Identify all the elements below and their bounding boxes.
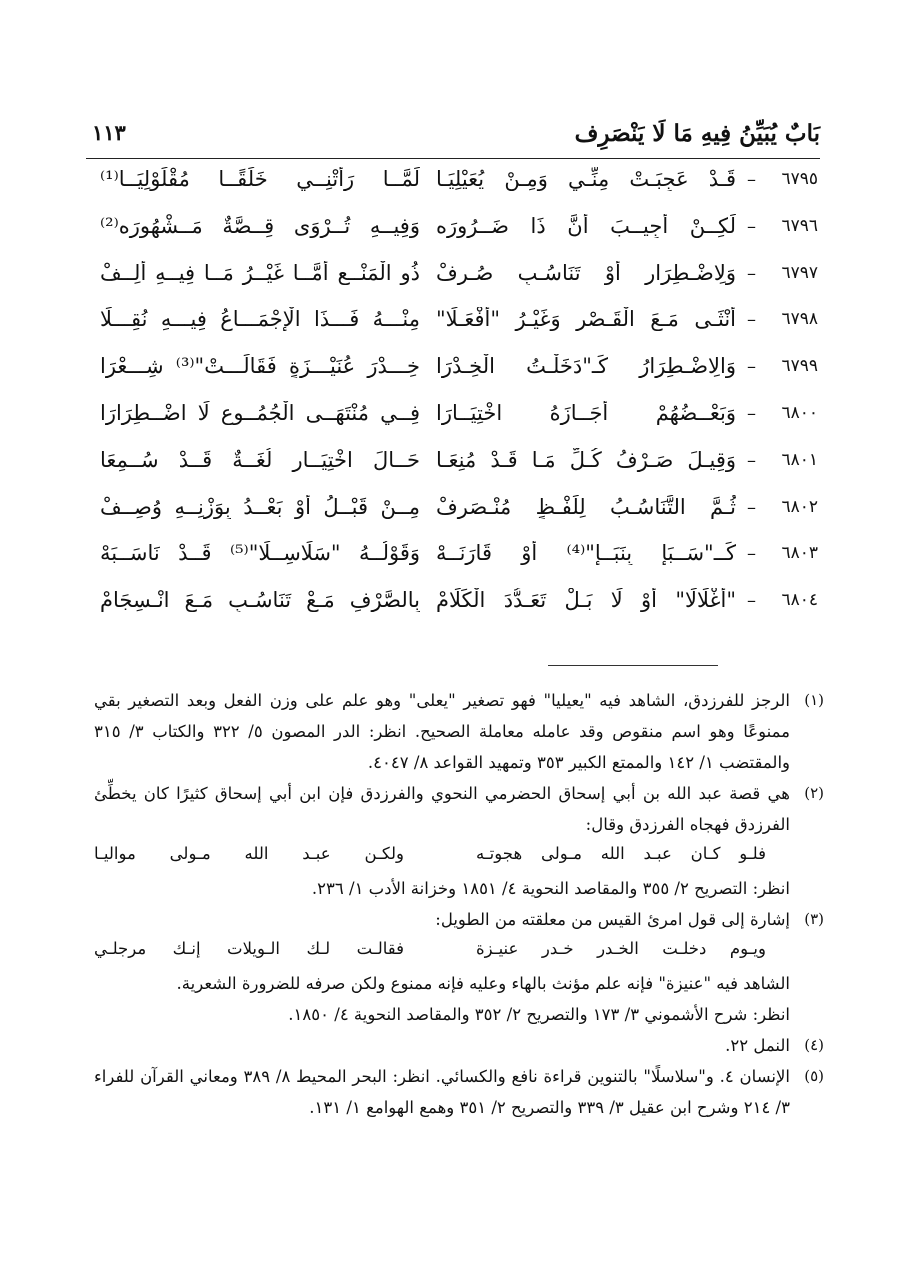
footnote-text: إشارة إلى قول امرئ القيس من معلقته من الطويل: bbox=[435, 910, 790, 929]
footnote-reference: انظر: شرح الأشموني ٣/ ١٧٣ والتصريح ٢/ ٣٥٢ والمقاصد النحوية ٤/ ١٨٥٠. bbox=[288, 1005, 790, 1024]
footnote-2 bbox=[94, 778, 824, 840]
quoted-verse-first: فلـو كـان عبـد الله مـولى هجوتـه bbox=[476, 844, 766, 863]
footnote-text: النمل ٢٢. bbox=[725, 1036, 790, 1055]
verse-second-hemistich: بِالصَّرْفِ مَـعْ تَنَاسُـبٍ مَـعَ انْـسِجَامْ bbox=[100, 588, 420, 613]
verse-number: ٦٧٩٨ bbox=[781, 309, 818, 330]
verse-number: ٦٨٠٢ bbox=[781, 496, 818, 517]
verse-number: ٦٨٠٠ bbox=[781, 402, 818, 423]
verse-second-hemistich: خِـــدْرَ عُنَيْـــزَةٍ فَقَالَـــتْ"⁽³⁾ شِـــعْرَا bbox=[100, 354, 420, 379]
verse-line: ٦٨٠٤ – "أَغْلَالًا" أَوْ لَا بَـلْ تَعَـدُّدَ الْكَلَامْ بِالصَّرْفِ مَـعْ تَنَاسُـبٍ مَـعَ انْـسِجَامْ bbox=[100, 588, 818, 613]
verse-number: ٦٧٩٥ bbox=[781, 169, 818, 189]
verse-first-hemistich: وَلِاضْـطِرَارٍ أَوْ تَنَاسُـبٍ صُـرِفْ bbox=[436, 260, 736, 285]
footnote-divider bbox=[548, 665, 718, 666]
verse-second-hemistich: لَمَّــا رَأَتْنِــي خَلَقًــا مُقْلَوْلِيَــا⁽¹⁾ bbox=[100, 167, 420, 191]
verse-second-hemistich: مِــنْ قَبْــلُ أَوْ بَعْــدُ بِوَزْنِــهِ وُصِــفْ bbox=[100, 494, 420, 519]
footnotes bbox=[94, 685, 824, 1123]
footnote-text: الإنسان ٤. و"سلاسلًا" بالتنوين قراءة نافع والكسائي. انظر: البحر المحيط ٨/ ٣٨٩ ومعاني القرآن للفراء ٣/ ٢١٤ وشرح ابن عقيل ٣/ ٣٣٩ والتصريح ٢/ ٣٥١ وهمع الهوامع ١/ ١٣١. bbox=[94, 1067, 790, 1117]
footnote-text: الرجز للفرزدق، الشاهد فيه "يعيليا" فهو تصغير "يعلى" وهو علم على وزن الفعل وبعد التصغير بقي ممنوعًا وهو اسم منقوص وقد عامله معاملة الصحيح. انظر: الدر المصون ٥/ ٣٢٢ والكتاب ٣/ ٣١٥ والمقتضب ١/ ١٤٢ والممتع الكبير ٣٥٣ وتمهيد القواعد ٨/ ٤٠٤٧. bbox=[94, 691, 790, 772]
quoted-verse-first: ويـوم دخلـت الخـدر خـدر عنيـزة bbox=[476, 939, 766, 958]
verse-number: ٦٧٩٧ bbox=[781, 262, 818, 283]
footnote-marker: (٤) bbox=[804, 1036, 824, 1054]
verse-second-hemistich: مِنْـــهُ فَـــذَا الْإِجْمَـــاعُ فِيـــهِ نُقِـــلَا bbox=[100, 307, 420, 332]
quoted-verse bbox=[94, 840, 790, 873]
chapter-title: بَابٌ يُبَيِّنُ فِيهِ مَا لَا يَنْصَرِف bbox=[574, 120, 820, 147]
verse-number: ٦٨٠١ bbox=[781, 449, 818, 470]
verse-first-hemistich: "أَغْلَالًا" أَوْ لَا بَـلْ تَعَـدُّدَ الْكَلَامْ bbox=[436, 588, 736, 613]
verse-first-hemistich: لَكِــنْ أُجِيــبَ أَنَّ ذَا ضَــرُورَه bbox=[436, 213, 736, 238]
verse-line: ٦٨٠١ – وَقِيـلَ صَـرْفُ كُـلِّ مَـا قَـدْ مُنِعَـا حَــالَ اخْتِيَــارٍ لُغَــةٌ قَــدْ سُــمِعَا bbox=[100, 447, 818, 472]
verse-line: ٦٨٠٢ – ثُـمَّ التَّنَاسُـبُ لِلَفْـظٍ مُنْـصَرِفْ مِــنْ قَبْــلُ أَوْ بَعْــدُ بِوَزْنِــهِ وُصِــفْ bbox=[100, 494, 818, 519]
verse-first-hemistich: قَـدْ عَجِبَـتْ مِنِّـي وَمِـنْ يُعَيْلِيَـا bbox=[436, 167, 736, 191]
footnote-5 bbox=[94, 1061, 824, 1123]
footnote-4 bbox=[94, 1030, 824, 1061]
verse-line: ٦٧٩٨ – أُنْثَـى مَـعَ الْقَـصْرِ وَغَيْـرُ "أَفْعَـلَا" مِنْـــهُ فَـــذَا الْإِجْمَـــاعُ فِيـــهِ نُقِـــلَا bbox=[100, 307, 818, 332]
running-header bbox=[86, 118, 820, 159]
footnote-reference: انظر: التصريح ٢/ ٣٥٥ والمقاصد النحوية ٤/ ١٨٥١ وخزانة الأدب ١/ ٢٣٦. bbox=[311, 879, 790, 898]
quoted-verse bbox=[94, 935, 790, 968]
footnote-marker: (١) bbox=[804, 691, 824, 709]
verse-line: ٦٧٩٥ – قَـدْ عَجِبَـتْ مِنِّـي وَمِـنْ يُعَيْلِيَـا لَمَّــا رَأَتْنِــي خَلَقًــا مُقْلَوْلِيَــا⁽¹⁾ bbox=[100, 167, 818, 191]
verse-list bbox=[96, 163, 818, 631]
verse-first-hemistich: أُنْثَـى مَـعَ الْقَـصْرِ وَغَيْـرُ "أَفْعَـلَا" bbox=[436, 307, 736, 332]
verse-first-hemistich: وَالِاضْـطِرَارُ كَـ"دَخَلْـتُ الْخِـدْرَا bbox=[436, 354, 736, 379]
verse-second-hemistich: ذُو الْمَنْــعِ أَمَّــا غَيْــرُ مَــا فِيــهِ أَلِــفْ bbox=[100, 260, 420, 285]
verse-line: ٦٨٠٠ – وَبَعْــضُهُمْ أَجَــازَهُ اخْتِيَــارَا فِــي مُنْتَهَــى الْجُمُــوعِ لَا اضْــطِرَارَا bbox=[100, 400, 818, 425]
footnote-text: هي قصة عبد الله بن أبي إسحاق الحضرمي النحوي والفرزدق فإن ابن أبي إسحاق كثيرًا كان يخطِّئ الفرزدق فهجاه الفرزدق وقال: bbox=[94, 784, 790, 834]
verse-first-hemistich: وَبَعْــضُهُمْ أَجَــازَهُ اخْتِيَــارَا bbox=[436, 400, 736, 425]
footnote-marker: (٢) bbox=[804, 784, 824, 802]
verse-number: ٦٧٩٦ bbox=[781, 215, 818, 236]
verse-line: ٦٧٩٩ – وَالِاضْـطِرَارُ كَـ"دَخَلْـتُ الْخِـدْرَا خِـــدْرَ عُنَيْـــزَةٍ فَقَالَـــتْ"⁽³⁾ شِـــعْرَا bbox=[100, 354, 818, 379]
footnote-1 bbox=[94, 685, 824, 778]
verse-line: ٦٧٩٧ – وَلِاضْـطِرَارٍ أَوْ تَنَاسُـبٍ صُـرِفْ ذُو الْمَنْــعِ أَمَّــا غَيْــرُ مَــا فِيــهِ أَلِــفْ bbox=[100, 260, 818, 285]
verse-number: ٦٨٠٣ bbox=[781, 543, 818, 564]
quoted-verse-second: ولكـن عبـد الله مـولى مواليـا bbox=[94, 844, 404, 863]
verse-second-hemistich: حَــالَ اخْتِيَــارٍ لُغَــةٌ قَــدْ سُــمِعَا bbox=[100, 447, 420, 472]
verse-first-hemistich: ثُـمَّ التَّنَاسُـبُ لِلَفْـظٍ مُنْـصَرِفْ bbox=[436, 494, 736, 519]
verse-first-hemistich: كَــ"سَــبَإٍ بِنَبَــإٍ"⁽⁴⁾ أَوْ قَارَنَــهْ bbox=[436, 541, 736, 566]
footnote-note: الشاهد فيه "عنيزة" فإنه علم مؤنث بالهاء وعليه فإنه ممنوع ولكن صرفه للضرورة الشعرية. bbox=[176, 974, 790, 993]
verse-second-hemistich: وَقَوْلُــهُ "سَلَاسِــلًا"⁽⁵⁾ قَــدْ نَاسَــبَهْ bbox=[100, 541, 420, 566]
verse-number: ٦٨٠٤ bbox=[781, 590, 818, 611]
verse-second-hemistich: فِــي مُنْتَهَــى الْجُمُــوعِ لَا اضْــطِرَارَا bbox=[100, 400, 420, 425]
verse-line: ٦٨٠٣ – كَــ"سَــبَإٍ بِنَبَــإٍ"⁽⁴⁾ أَوْ قَارَنَــهْ وَقَوْلُــهُ "سَلَاسِــلًا"⁽⁵⁾ قَــدْ نَاسَــبَهْ bbox=[100, 541, 818, 566]
footnote-marker: (٣) bbox=[804, 910, 824, 928]
verse-first-hemistich: وَقِيـلَ صَـرْفُ كُـلِّ مَـا قَـدْ مُنِعَـا bbox=[436, 447, 736, 472]
footnote-3 bbox=[94, 904, 824, 935]
verse-line: ٦٧٩٦ – لَكِــنْ أُجِيــبَ أَنَّ ذَا ضَــرُورَه وَفِيــهِ تُــرْوَى قِــصَّةٌ مَــشْهُورَه⁽²⁾ bbox=[100, 213, 818, 238]
page-number: ١١٣ bbox=[92, 120, 126, 145]
quoted-verse-second: فقالـت لـك الـويلات إنـك مرجلـي bbox=[94, 939, 404, 958]
verse-second-hemistich: وَفِيــهِ تُــرْوَى قِــصَّةٌ مَــشْهُورَه⁽²⁾ bbox=[100, 213, 420, 238]
verse-number: ٦٧٩٩ bbox=[781, 356, 818, 377]
footnote-marker: (٥) bbox=[804, 1067, 824, 1085]
